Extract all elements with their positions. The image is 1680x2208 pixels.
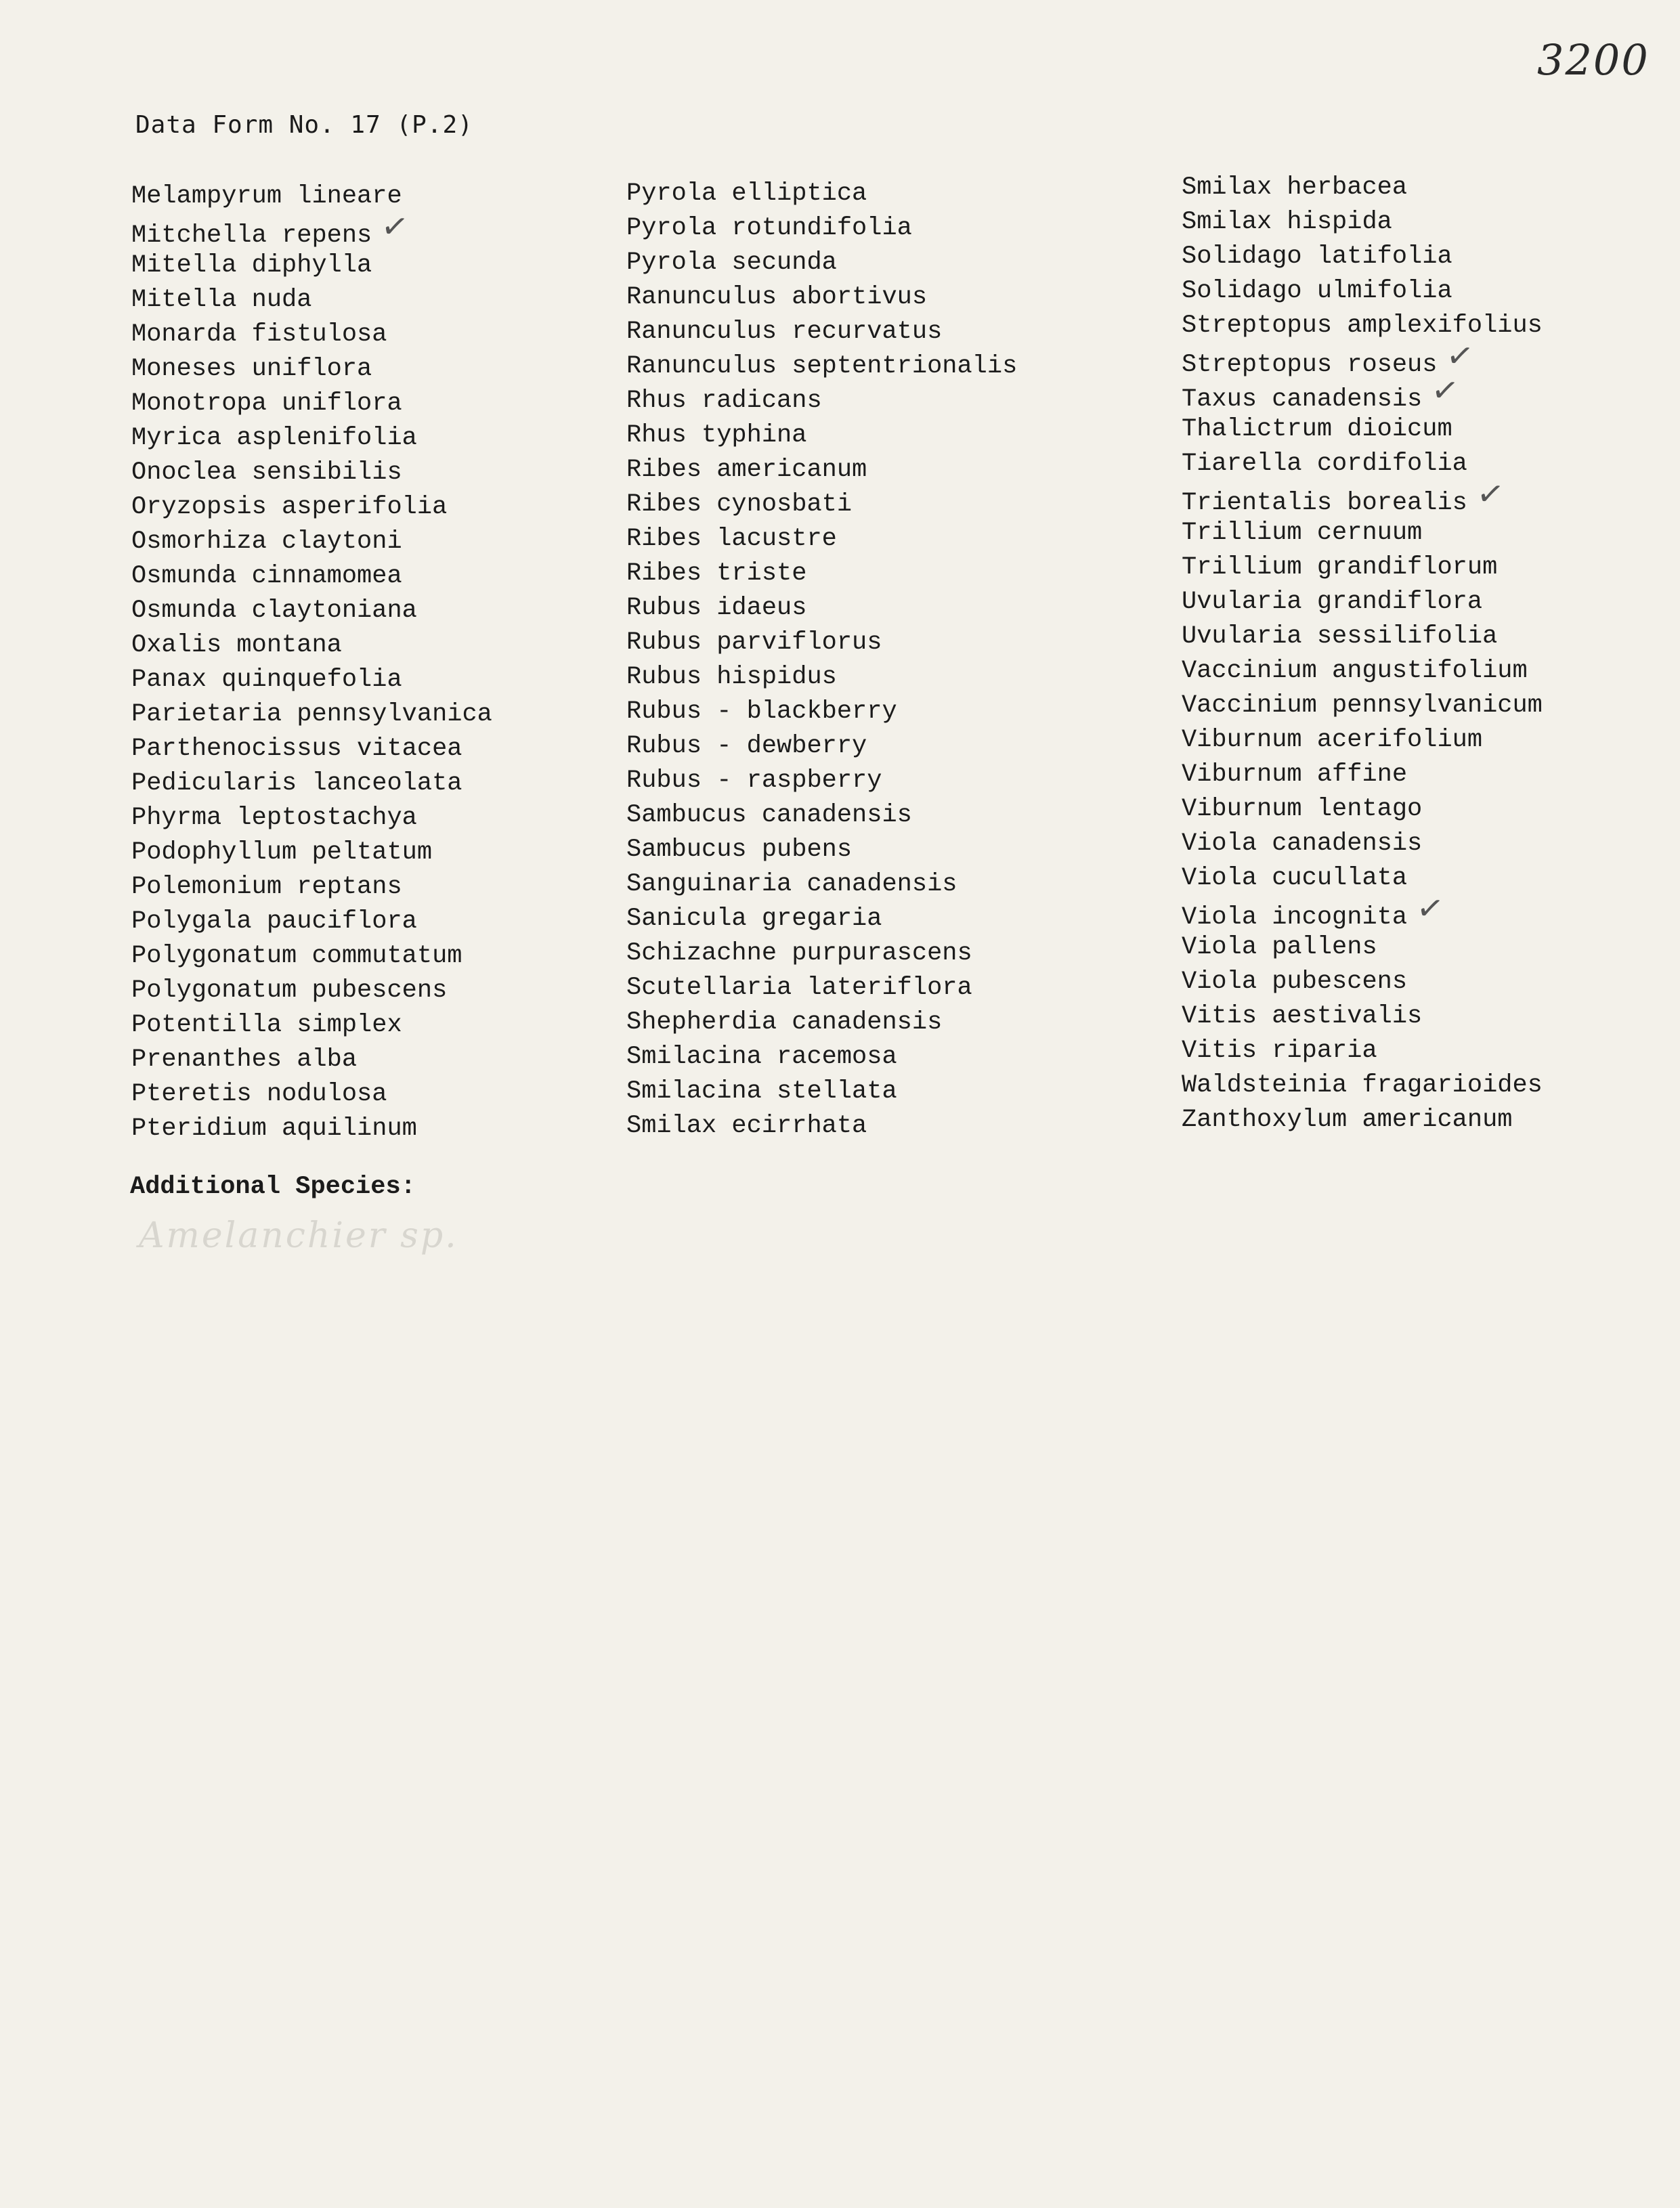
species-item <box>626 1040 1017 1075</box>
species-name: Rubus idaeus <box>626 594 807 622</box>
species-name: Vitis aestivalis <box>1182 1002 1423 1031</box>
species-item <box>131 559 492 594</box>
species-column-3 <box>1182 171 1543 1138</box>
species-name: Vaccinium angustifolium <box>1182 657 1528 685</box>
species-item <box>626 488 1017 522</box>
species-item <box>1182 370 1543 414</box>
form-title: Data Form No. 17 (P.2) <box>135 111 473 139</box>
species-name: Sambucus canadensis <box>626 801 912 829</box>
species-item <box>626 1075 1017 1109</box>
species-name: Uvularia sessilifolia <box>1182 622 1498 651</box>
species-item <box>626 867 1017 902</box>
species-name: Uvularia grandiflora <box>1182 588 1483 616</box>
species-name: Taxus canadensis <box>1182 385 1423 414</box>
species-item <box>131 939 492 974</box>
species-item <box>1182 930 1543 965</box>
species-item <box>626 418 1017 453</box>
species-item <box>1182 550 1543 585</box>
species-item <box>1182 335 1543 379</box>
species-item <box>626 591 1017 626</box>
species-name: Thalictrum dioicum <box>1182 415 1452 443</box>
species-item <box>1182 516 1543 550</box>
species-name: Vaccinium pennsylvanicum <box>1182 691 1543 720</box>
species-name: Vitis riparia <box>1182 1037 1377 1065</box>
species-item <box>626 349 1017 384</box>
species-name: Mitella nuda <box>131 286 312 314</box>
additional-species-label: Additional Species: <box>130 1173 416 1201</box>
species-item <box>131 283 492 318</box>
check-mark-icon: ✓ <box>1444 335 1477 377</box>
species-item <box>131 352 492 387</box>
species-item <box>1182 171 1543 205</box>
species-name: Phyrma leptostachya <box>131 804 417 832</box>
species-name: Podophyllum peltatum <box>131 838 433 867</box>
species-item <box>626 660 1017 695</box>
species-name: Rubus hispidus <box>626 663 837 691</box>
species-name: Zanthoxylum americanum <box>1182 1106 1513 1134</box>
species-item <box>1182 473 1543 517</box>
species-item <box>626 798 1017 833</box>
species-name: Trillium cernuum <box>1182 519 1423 547</box>
species-name: Tiarella cordifolia <box>1182 450 1467 478</box>
species-item <box>131 766 492 801</box>
species-name: Viola incognita <box>1182 903 1408 932</box>
species-item <box>131 525 492 559</box>
species-item <box>131 732 492 766</box>
species-item <box>626 1005 1017 1040</box>
species-name: Ranunculus recurvatus <box>626 318 943 346</box>
species-name: Streptopus roseus <box>1182 351 1438 379</box>
species-item <box>626 833 1017 867</box>
species-item <box>1182 689 1543 723</box>
species-name: Moneses uniflora <box>131 355 372 383</box>
species-item <box>1182 888 1543 932</box>
species-item <box>1182 274 1543 309</box>
species-name: Pyrola secunda <box>626 248 837 277</box>
species-name: Myrica asplenifolia <box>131 424 417 452</box>
species-item <box>1182 1034 1543 1068</box>
species-item <box>626 246 1017 280</box>
page-number: 3200 <box>1537 35 1650 85</box>
species-name: Viola cucullata <box>1182 864 1408 892</box>
species-name: Ribes americanum <box>626 456 867 484</box>
species-item <box>131 663 492 697</box>
species-name: Solidago latifolia <box>1182 242 1452 271</box>
species-column-1 <box>131 179 492 1146</box>
species-name: Rubus parviflorus <box>626 628 882 657</box>
species-column-2 <box>626 177 1017 1144</box>
species-name: Viburnum affine <box>1182 760 1408 789</box>
species-item <box>131 248 492 283</box>
species-name: Smilax herbacea <box>1182 173 1408 202</box>
species-name: Prenanthes alba <box>131 1045 358 1074</box>
species-item <box>131 206 492 250</box>
species-item <box>1182 827 1543 861</box>
species-item <box>131 179 492 214</box>
check-mark-icon: ✓ <box>1414 888 1447 930</box>
species-item <box>131 1112 492 1146</box>
species-name: Ribes lacustre <box>626 525 837 553</box>
species-item <box>626 453 1017 488</box>
species-name: Trillium grandiflorum <box>1182 553 1498 582</box>
species-item <box>1182 205 1543 240</box>
species-item <box>1182 240 1543 274</box>
species-name: Sambucus pubens <box>626 836 853 864</box>
species-name: Polemonium reptans <box>131 873 402 901</box>
species-item <box>131 974 492 1008</box>
species-item <box>626 902 1017 936</box>
species-item <box>131 594 492 628</box>
species-item <box>131 870 492 905</box>
species-name: Scutellaria lateriflora <box>626 974 972 1002</box>
species-item <box>626 177 1017 211</box>
species-item <box>131 1043 492 1077</box>
species-name: Smilacina racemosa <box>626 1043 897 1071</box>
species-item <box>1182 861 1543 896</box>
species-item <box>626 695 1017 729</box>
species-item <box>131 421 492 456</box>
species-name: Polygonatum pubescens <box>131 976 448 1005</box>
species-item <box>1182 1068 1543 1103</box>
species-item <box>131 836 492 870</box>
species-item <box>1182 309 1543 343</box>
species-name: Osmorhiza claytoni <box>131 527 402 556</box>
species-name: Viburnum lentago <box>1182 795 1423 823</box>
species-name: Shepherdia canadensis <box>626 1008 943 1037</box>
species-item <box>1182 999 1543 1034</box>
species-name: Rubus - blackberry <box>626 697 897 726</box>
species-name: Pyrola rotundifolia <box>626 214 912 242</box>
species-item <box>131 387 492 421</box>
species-item <box>626 280 1017 315</box>
species-item <box>626 315 1017 349</box>
species-name: Panax quinquefolia <box>131 666 402 694</box>
species-name: Pedicularis lanceolata <box>131 769 462 798</box>
species-name: Parietaria pennsylvanica <box>131 700 492 729</box>
species-name: Osmunda cinnamomea <box>131 562 402 590</box>
check-mark-icon: ✓ <box>379 206 412 248</box>
species-item <box>131 697 492 732</box>
species-name: Sanicula gregaria <box>626 905 882 933</box>
species-item <box>131 628 492 663</box>
species-item <box>1182 585 1543 620</box>
species-item <box>1182 758 1543 792</box>
species-name: Smilacina stellata <box>626 1077 897 1106</box>
species-name: Sanguinaria canadensis <box>626 870 957 899</box>
species-name: Viola pubescens <box>1182 968 1408 996</box>
species-item <box>626 936 1017 971</box>
species-name: Mitella diphylla <box>131 251 372 280</box>
species-item <box>626 971 1017 1005</box>
species-item <box>626 557 1017 591</box>
species-name: Osmunda claytoniana <box>131 597 417 625</box>
species-item <box>131 456 492 490</box>
species-name: Smilax ecirrhata <box>626 1112 867 1140</box>
species-item <box>131 490 492 525</box>
species-name: Viola pallens <box>1182 933 1377 961</box>
species-item <box>1182 412 1543 447</box>
species-item <box>626 384 1017 418</box>
species-name: Streptopus amplexifolius <box>1182 311 1543 340</box>
species-name: Onoclea sensibilis <box>131 458 402 487</box>
species-name: Trientalis borealis <box>1182 489 1467 517</box>
check-mark-icon: ✓ <box>1474 473 1507 515</box>
species-name: Viburnum acerifolium <box>1182 726 1483 754</box>
species-item <box>131 318 492 352</box>
species-name: Smilax hispida <box>1182 208 1392 236</box>
species-name: Rubus - raspberry <box>626 766 882 795</box>
species-name: Oxalis montana <box>131 631 342 659</box>
species-name: Schizachne purpurascens <box>626 939 972 968</box>
species-item <box>626 729 1017 764</box>
species-item <box>131 905 492 939</box>
species-name: Waldsteinia fragarioides <box>1182 1071 1543 1100</box>
species-name: Monarda fistulosa <box>131 320 387 349</box>
species-name: Parthenocissus vitacea <box>131 735 462 763</box>
species-name: Polygonatum commutatum <box>131 942 462 970</box>
species-name: Rhus typhina <box>626 421 807 450</box>
species-name: Rubus - dewberry <box>626 732 867 760</box>
species-item <box>1182 723 1543 758</box>
species-name: Melampyrum lineare <box>131 182 402 211</box>
species-item <box>1182 792 1543 827</box>
species-name: Polygala pauciflora <box>131 907 417 936</box>
species-item <box>131 801 492 836</box>
species-name: Ribes cynosbati <box>626 490 853 519</box>
species-name: Rhus radicans <box>626 387 822 415</box>
species-name: Monotropa uniflora <box>131 389 402 418</box>
species-item <box>626 626 1017 660</box>
species-item <box>1182 620 1543 654</box>
species-item <box>626 1109 1017 1144</box>
species-item <box>131 1077 492 1112</box>
species-name: Oryzopsis asperifolia <box>131 493 448 521</box>
species-name: Ranunculus septentrionalis <box>626 352 1018 381</box>
species-item <box>626 211 1017 246</box>
species-name: Potentilla simplex <box>131 1011 402 1039</box>
species-name: Viola canadensis <box>1182 829 1423 858</box>
species-name: Ribes triste <box>626 559 807 588</box>
species-item <box>1182 965 1543 999</box>
check-mark-icon: ✓ <box>1429 370 1462 412</box>
species-name: Mitchella repens <box>131 221 372 250</box>
species-item <box>626 522 1017 557</box>
species-item <box>1182 654 1543 689</box>
species-item <box>1182 1103 1543 1138</box>
species-name: Pteridium aquilinum <box>131 1114 417 1143</box>
species-name: Ranunculus abortivus <box>626 283 928 311</box>
species-name: Pyrola elliptica <box>626 179 867 208</box>
species-name: Pteretis nodulosa <box>131 1080 387 1108</box>
additional-species-handwritten: Amelanchier sp. <box>139 1215 458 1256</box>
species-item <box>131 1008 492 1043</box>
species-name: Solidago ulmifolia <box>1182 277 1452 305</box>
species-item <box>626 764 1017 798</box>
